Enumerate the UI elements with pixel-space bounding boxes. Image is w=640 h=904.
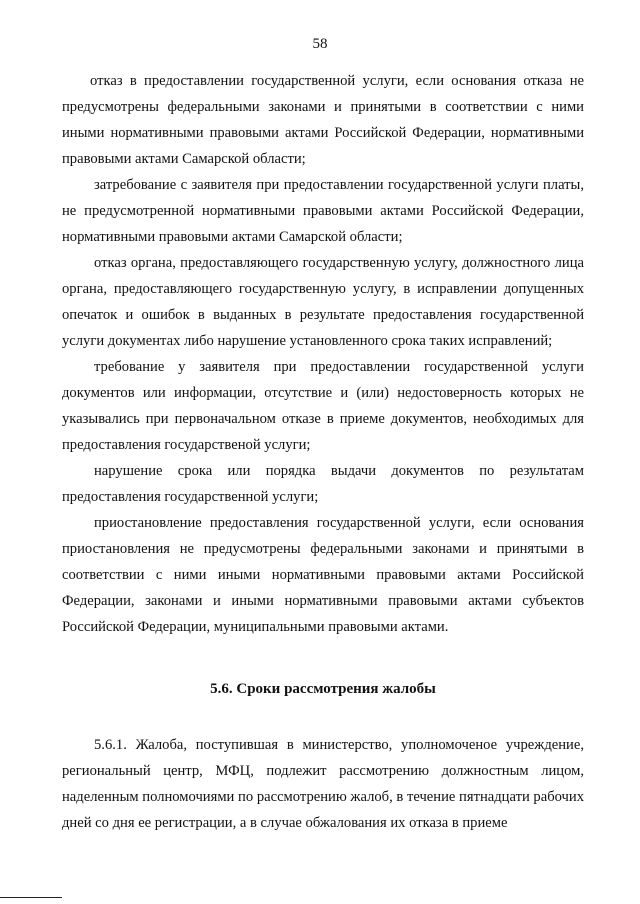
document-body [62, 68, 584, 836]
footnote-divider [0, 897, 62, 898]
paragraph-fee-demand: затребование с заявителя при предоставлении государственной услуги платы, не предусмотренной нормативными правовыми актами Российской Федерации, нормативными правовыми актами Самарской области; [62, 177, 584, 245]
page-number: 58 [312, 36, 328, 52]
paragraph-document-requirement: требование у заявителя при предоставлении государственной услуги документов или информации, отсутствие и (или) недостоверность которых не указывались при первоначальном отказе в приеме документов, необходимых для предоставления государственой услуги; [62, 359, 584, 453]
paragraph-issuance-violation: нарушение срока или порядка выдачи документов по результатам предоставления государственной услуги; [62, 463, 584, 505]
section-heading: 5.6. Сроки рассмотрения жалобы [210, 681, 436, 697]
paragraph-refusal-grounds: отказ в предоставлении государственной услуги, если основания отказа не предусмотрены федеральными законами и принятыми в соответствии с ними иными нормативными правовыми актами Российской Федерации, нормативными правовыми актами Самарской области; [62, 73, 584, 167]
paragraph-suspension: приостановление предоставления государственной услуги, если основания приостановления не предусмотрены федеральными законами и принятыми в соответствии с ними иными нормативными правовыми актами Российской Федерации, законами и иными нормативными правовыми актами субъектов Российской Федерации, муниципальными правовыми актами. [62, 515, 584, 635]
paragraph-correction-refusal: отказ органа, предоставляющего государственную услугу, должностного лица органа, предоставляющего государственную услугу, в исправлении допущенных опечаток и ошибок в выданных в результате предоставления государственной услуги документах либо нарушение установленного срока таких исправлений; [62, 255, 584, 349]
paragraph-5-6-1: 5.6.1. Жалоба, поступившая в министерство, уполномоченое учреждение, региональный центр, МФЦ, подлежит рассмотрению должностным лицом, наделенным полномочиями по рассмотрению жалоб, в течение пятнадцати рабочих дней со дня ее регистрации, а в случае обжалования их отказа в приеме [62, 737, 584, 831]
